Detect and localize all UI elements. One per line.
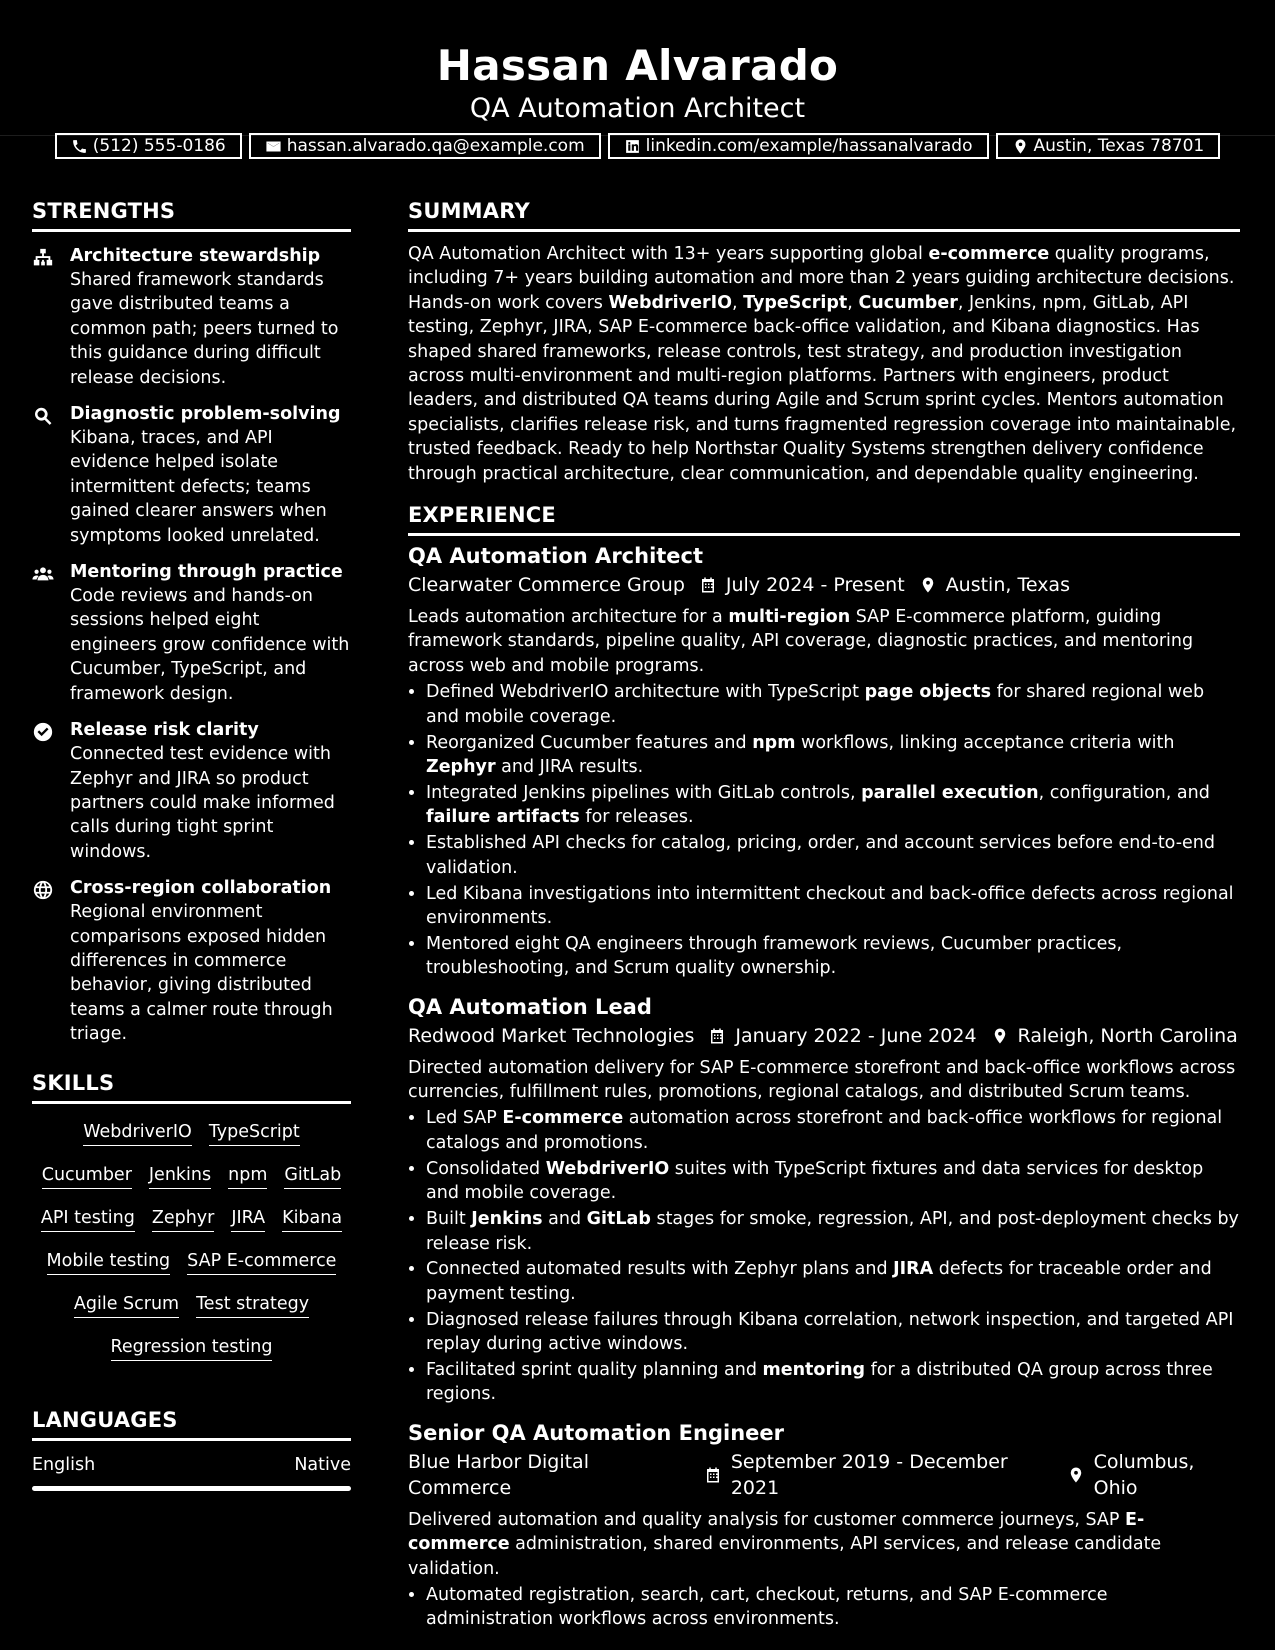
job-bullet: • Defined WebdriverIO architecture with TypeScript page objects for shared regional web and mobile coverage.	[426, 680, 1240, 729]
contact-linkedin-text: linkedin.com/example/hassanalvarado	[645, 136, 973, 156]
strength-text: Connected test evidence with Zephyr and JIRA so product partners could make informed calls during tight sprint windows.	[70, 744, 335, 862]
globe-icon	[32, 879, 54, 901]
resume-header	[0, 0, 1275, 156]
skills-row	[38, 1249, 345, 1275]
contact-phone-text: (512) 555-0186	[92, 136, 226, 156]
skill-tag: Zephyr	[152, 1206, 215, 1232]
strength-text: Shared framework standards gave distributed teams a common path; peers turned to this guidance during difficult release decisions.	[70, 270, 339, 388]
skill-tag: Jenkins	[149, 1163, 211, 1189]
strength-title: Architecture stewardship	[70, 246, 321, 266]
job-title: QA Automation Architect	[408, 544, 704, 569]
calendar-icon	[704, 1466, 722, 1484]
job-bullet: • Integrated Jenkins pipelines with GitLab controls, parallel execution, configuration, and failure artifacts for releases.	[426, 781, 1240, 830]
language-name: English	[32, 1454, 96, 1475]
map-pin-icon	[1012, 138, 1029, 155]
strengths-section	[32, 197, 351, 1047]
contact-phone[interactable]	[55, 133, 242, 159]
job-bullets	[408, 680, 1240, 980]
candidate-name: Hassan Alvarado	[436, 41, 839, 90]
skill-tag: Mobile testing	[47, 1249, 171, 1275]
map-pin-icon	[991, 1027, 1009, 1045]
summary-heading: SUMMARY	[408, 197, 1240, 232]
calendar-icon	[699, 576, 717, 594]
job-bullet: • Mentored eight QA engineers through framework reviews, Cucumber practices, troubleshooting, and Scrum quality ownership.	[426, 932, 1240, 981]
strength-title: Diagnostic problem-solving	[70, 404, 341, 425]
skills-section	[32, 1069, 351, 1361]
strength-text: Code reviews and hands-on sessions helped eight engineers grow confidence with Cucumber, TypeScript, and framework design.	[70, 586, 350, 704]
job-dates: September 2019 - December 2021	[730, 1450, 1008, 1499]
check-circle-icon	[32, 721, 54, 743]
job-description: Delivered automation and quality analysis for customer commerce journeys, SAP E-commerce administration, shared environments, API services, and release candidate validation.	[408, 1509, 1162, 1579]
job-bullet: • Reorganized Cucumber features and npm workflows, linking acceptance criteria with Zephyr and JIRA results.	[426, 731, 1240, 780]
summary-section	[408, 197, 1240, 486]
job-dates: July 2024 - Present	[725, 574, 905, 597]
left-column	[32, 197, 351, 1491]
experience-section	[408, 501, 1240, 1632]
contact-linkedin[interactable]	[608, 133, 989, 159]
strength-item	[32, 718, 351, 864]
job-company: Clearwater Commerce Group	[408, 574, 685, 597]
skill-tag: API testing	[41, 1206, 135, 1232]
job-company: Blue Harbor Digital Commerce	[408, 1450, 589, 1499]
users-icon	[32, 563, 54, 585]
contact-location-text: Austin, Texas 78701	[1033, 136, 1205, 156]
strength-title: Mentoring through practice	[70, 562, 343, 583]
skills-row	[38, 1163, 345, 1189]
skills-row	[38, 1292, 345, 1318]
summary-text: QA Automation Architect with 13+ years supporting global e-commerce quality programs, including 7+ years building automation and more than 2 years guiding architecture decisions. Hands-on work covers WebdriverIO, TypeScript, Cucumber, Jenkins, npm, GitLab, API testing, Zephyr, JIRA, SAP E-commerce back-office validation, and Kibana diagnostics. Has shaped shared frameworks, release controls, test strategy, and production investigation across multi-environment and multi-region platforms. Partners with engineers, product leaders, and distributed QA teams during Agile and Scrum sprint cycles. Mentors automation specialists, clarifies release risk, and turns fragmented regression coverage into maintainable, trusted feedback. Ready to help Northstar Quality Systems strengthen delivery confidence through practical architecture, clear communication, and dependable quality engineering.	[408, 244, 1237, 484]
job-bullets	[408, 1106, 1240, 1406]
job-bullet: • Automated registration, search, cart, checkout, returns, and SAP E-commerce administration workflows across environments.	[426, 1583, 1240, 1632]
job-bullets	[408, 1583, 1240, 1632]
search-icon	[32, 405, 54, 427]
strength-item	[32, 244, 351, 390]
skills-heading: SKILLS	[32, 1069, 351, 1104]
strength-item	[32, 402, 351, 548]
skill-tag: Cucumber	[42, 1163, 132, 1189]
skill-tag: Kibana	[282, 1206, 342, 1232]
candidate-title: QA Automation Architect	[469, 93, 806, 124]
strength-item	[32, 876, 351, 1046]
skills-row	[38, 1120, 345, 1146]
skill-tag: TypeScript	[209, 1120, 300, 1146]
job-entry	[408, 993, 1240, 1407]
right-column	[408, 197, 1240, 1644]
map-pin-icon	[1067, 1466, 1085, 1484]
skills-row	[38, 1206, 345, 1232]
strengths-heading: STRENGTHS	[32, 197, 351, 232]
job-bullet: • Consolidated WebdriverIO suites with TypeScript fixtures and data services for desktop and mobile coverage.	[426, 1157, 1240, 1206]
skill-tag: WebdriverIO	[83, 1120, 192, 1146]
job-title: Senior QA Automation Engineer	[408, 1420, 784, 1445]
skill-tag: npm	[228, 1163, 267, 1189]
strength-title: Release risk clarity	[70, 720, 259, 741]
hierarchy-icon	[32, 247, 54, 269]
strength-text: Regional environment comparisons exposed hidden differences in commerce behavior, giving distributed teams a calmer route through triage.	[70, 902, 333, 1045]
job-bullet: • Connected automated results with Zephyr plans and JIRA defects for traceable order and payment testing.	[426, 1257, 1240, 1306]
job-location: Columbus, Ohio	[1093, 1450, 1195, 1499]
language-row	[32, 1453, 351, 1477]
envelope-icon	[265, 138, 282, 155]
strength-title: Cross-region collaboration	[70, 878, 332, 899]
calendar-icon	[708, 1027, 726, 1045]
skills-list	[32, 1116, 351, 1361]
job-entry	[408, 542, 1240, 981]
contact-location	[996, 133, 1221, 159]
job-bullet: • Established API checks for catalog, pricing, order, and account services before end-to-end validation.	[426, 831, 1240, 880]
linkedin-icon	[624, 138, 641, 155]
skill-tag: GitLab	[284, 1163, 341, 1189]
job-bullet: • Led SAP E-commerce automation across storefront and back-office workflows for regional catalogs and promotions.	[426, 1106, 1240, 1155]
job-entry	[408, 1419, 1240, 1632]
languages-heading: LANGUAGES	[32, 1406, 351, 1441]
job-bullet: • Facilitated sprint quality planning and mentoring for a distributed QA group across three regions.	[426, 1358, 1240, 1407]
skill-tag: Agile Scrum	[74, 1292, 179, 1318]
language-proficiency-bar	[32, 1486, 351, 1491]
job-title: QA Automation Lead	[408, 994, 652, 1019]
languages-section	[32, 1406, 351, 1491]
contact-email-text: hassan.alvarado.qa@example.com	[286, 136, 585, 156]
job-bullet: • Diagnosed release failures through Kibana correlation, network inspection, and targeted API replay during active windows.	[426, 1308, 1240, 1357]
skill-tag: Test strategy	[196, 1292, 309, 1318]
contact-email[interactable]	[249, 133, 601, 159]
map-pin-icon	[919, 576, 937, 594]
job-location: Austin, Texas	[945, 574, 1070, 597]
job-company: Redwood Market Technologies	[408, 1024, 695, 1047]
contact-bar	[0, 133, 1275, 159]
job-description: Leads automation architecture for a multi-region SAP E-commerce platform, guiding framework standards, pipeline quality, API coverage, diagnostic practices, and mentoring across web and mobile programs.	[408, 607, 1194, 676]
strength-item	[32, 560, 351, 706]
language-level: Native	[294, 1454, 351, 1475]
experience-heading: EXPERIENCE	[408, 501, 1240, 536]
job-bullet: • Led Kibana investigations into intermittent checkout and back-office defects across regional environments.	[426, 882, 1240, 931]
phone-icon	[71, 138, 88, 155]
job-location: Raleigh, North Carolina	[1017, 1024, 1238, 1047]
job-description: Directed automation delivery for SAP E-commerce storefront and back-office workflows across currencies, fulfillment rules, promotions, regional catalogs, and distributed Scrum teams.	[408, 1057, 1236, 1103]
job-list	[408, 542, 1240, 1632]
job-meta	[408, 1449, 1240, 1501]
job-meta	[408, 572, 1240, 598]
strength-text: Kibana, traces, and API evidence helped isolate intermittent defects; teams gained clearer answers when symptoms looked unrelated.	[70, 428, 327, 546]
skill-tag: Regression testing	[111, 1335, 273, 1361]
skill-tag: JIRA	[231, 1206, 265, 1232]
job-meta	[408, 1023, 1240, 1049]
job-dates: January 2022 - June 2024	[735, 1024, 977, 1047]
skills-row	[38, 1335, 345, 1361]
skill-tag: SAP E-commerce	[187, 1249, 336, 1275]
job-bullet: • Built Jenkins and GitLab stages for smoke, regression, API, and post-deployment checks by release risk.	[426, 1207, 1240, 1256]
